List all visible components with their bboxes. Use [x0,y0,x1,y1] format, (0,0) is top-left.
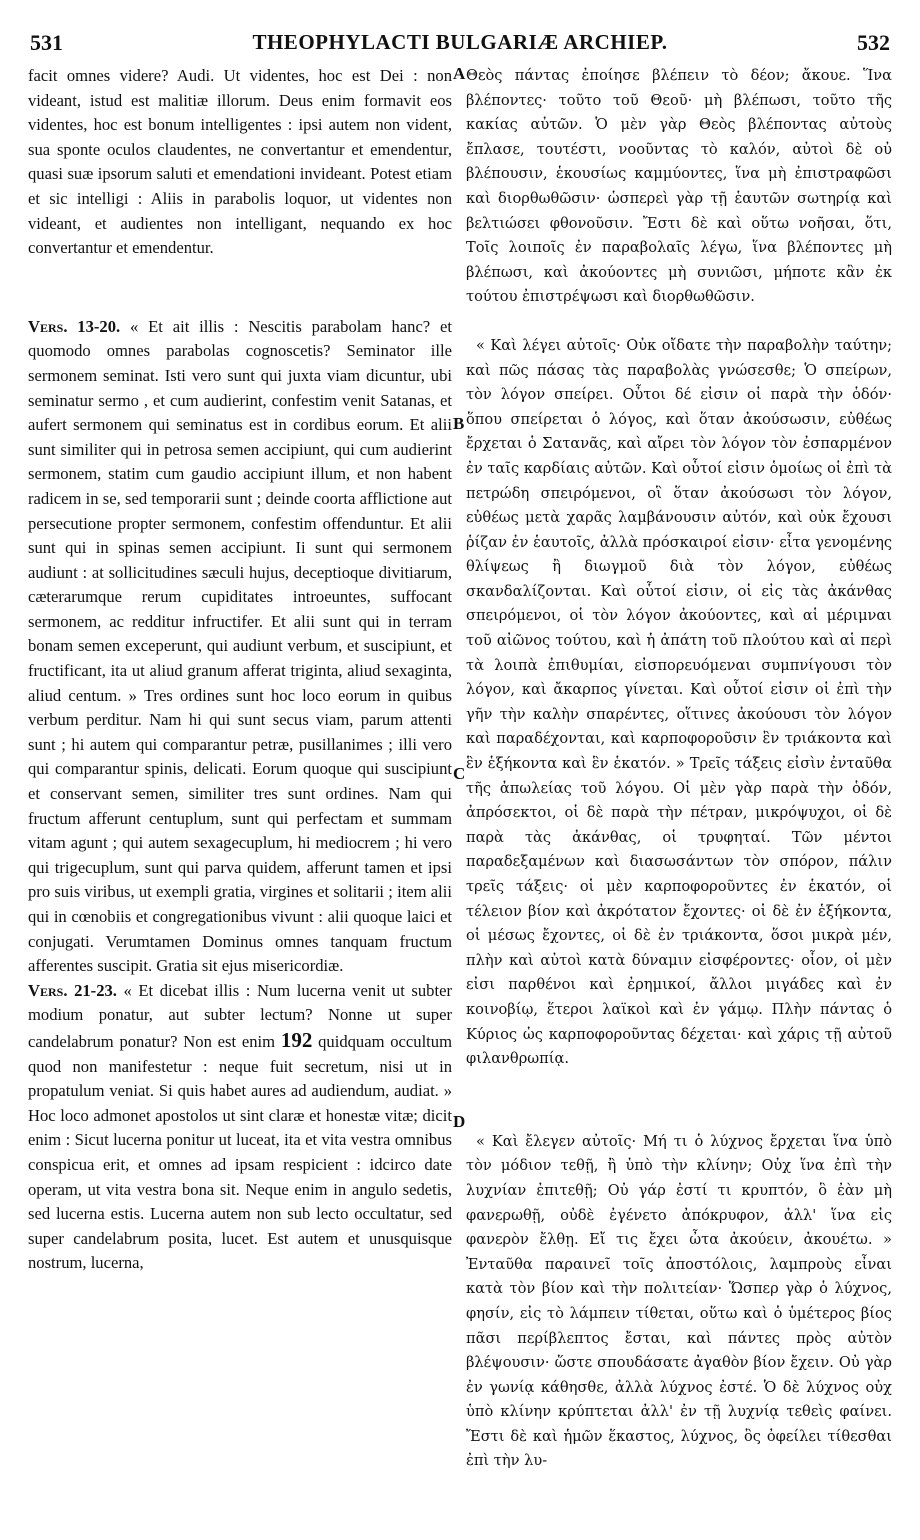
latin-paragraph-1: facit omnes videre? Audi. Ut videntes, hoc est Dei : non videant, istud est malitiæ illorum. Deus enim formavit eos videntes, hoc est bonum intelligentes : ipsi autem non vident, sua sponte oculos claudentes, ne convertantur et emendentur, quasi suæ ipsorum saluti et emendationi invideant. Potest etiam et sic intelligi : Aliis in parabolis loquor, ut videntes non videant, et audientes non intelligant, nequando ex hoc convertantur et emendentur. [28,66,452,258]
latin-column [28,64,452,1276]
verse-text: quidquam occultum quod non manifestetur : neque fuit secretum, nisi ut in propatulum veniat. Si quis habet aures ad audiendum, audiat. » Hoc loco admonet apostolos ut sint claræ et honestæ vitæ; dicit enim : Sicut lucerna ponitur ut luceat, ita et vita vestra omnibus conspicua erit, et omnes ad ipsam respicient : idcirco date operam, ut vita vestra bona sit. Neque enim in angulo sedetis, sed lucerna estis. Lucerna autem non sub lecto occultatur, sed super candelabrum posita, lucet. Est autem et unusquisque nostrum, lucerna, [28,1031,453,1273]
greek-paragraph-1: Θεὸς πάντας ἐποίησε βλέπειν τὸ δέον; ἄκουε. Ἵνα βλέποντες· τοῦτο τοῦ Θεοῦ· μὴ βλέπωσι, τοῦτο τῆς κακίας αὐτῶν. Ὁ μὲν γὰρ Θεὸς βλέποντας αὐτοὺς ἔπλασε, τουτέστι, νοοῦντας τὸ καλόν, αὐτοὶ δὲ οὐ βλέπουσιν, ἑκουσίως καμμύοντες, ἵνα μὴ ἐπιστραφῶσι καὶ διορθωθῶσιν· ὡσπερεὶ γὰρ τῇ ἑαυτῶν σωτηρίᾳ καὶ βελτιώσει φθονοῦσιν. Ἔστι δὲ καὶ οὕτω νοῆσαι, ὅτι, Τοῖς λοιποῖς ἐν παραβολαῖς λέγω, ἵνα βλέποντες μὴ βλέπωσι, καὶ ἀκούοντες μὴ συνιῶσι, μήποτε κἂν ἐκ τούτου ἐπιστρέψωσι καὶ διορθωθῶσιν. [466,67,892,306]
latin-vers-13-20 [28,315,452,979]
page-number-right: 532 [857,30,890,55]
margin-marker-d: D [453,1112,466,1131]
latin-vers-21-23 [28,979,452,1276]
greek-paragraph-2: « Καὶ λέγει αὐτοῖς· Οὐκ οἴδατε τὴν παραβολὴν ταύτην; καὶ πῶς πάσας τὰς παραβολὰς γνώσεσθε; Ὁ σπείρων, τὸν λόγον σπείρει. Οὗτοι δέ εἰσιν οἱ παρὰ τὴν ὁδόν· ὅπου σπείρεται ὁ λόγος, καὶ ὅταν ἀκούσωσιν, εὐθέως ἔρχεται ὁ Σατανᾶς, καὶ αἴρει τὸν λόγον τὸν ἐσπαρμένον ἐν ταῖς καρδίαις αὐτῶν. Καὶ οὗτοί εἰσιν ὁμοίως οἱ ἐπὶ τὰ πετρώδη σπειρόμενοι, οἳ ὅταν ἀκούσωσι τὸν λόγον, εὐθέως μετὰ χαρᾶς λαμβάνουσιν αὐτόν, καὶ οὐκ ἔχουσι ῥίζαν ἐν ἑαυτοῖς, ἀλλὰ πρόσκαιροί εἰσιν· εἶτα γενομένης θλίψεως ἢ διωγμοῦ διὰ τὸν λόγον, εὐθέως σκανδαλίζονται. Καὶ οὗτοί εἰσιν, οἱ εἰς τὰς ἀκάνθας σπειρόμενοι, οἱ τὸν λόγον ἀκούοντες, καὶ αἱ μέριμναι τοῦ αἰῶνος τούτου, καὶ ἡ ἀπάτη τοῦ πλούτου καὶ αἱ περὶ τὰ λοιπὰ ἐπιθυμίαι, εἰσπορευόμεναι συμπνίγουσι τὸν λόγον, καὶ ἄκαρπος γίνεται. Καὶ οὗτοί εἰσιν οἱ ἐπὶ τὴν γῆν τὴν καλὴν σπαρέντες, οἵτινες ἀκούουσι τὸν λόγον καὶ παραδέχονται, καὶ καρποφοροῦσιν ἓν τριάκοντα καὶ ἓν ἑξήκοντα καὶ ἓν ἑκατόν. » Τρεῖς τάξεις εἰσὶν ἐνταῦθα τῆς ἀπωλείας τοῦ λόγου. Οἱ μὲν γὰρ παρὰ τὴν ὁδόν, ἀπρόσεκτοι, οἱ δὲ παρὰ τὴν πέτραν, μικρόψυχοι, οἱ δὲ παρὰ τὰς ἀκάνθας, οἱ τρυφηταί. Τῶν μέντοι παραδεξαμένων καὶ διασωσάντων τὸν σπόρον, πάλιν τρεῖς τάξεις· οἱ μὲν καρποφοροῦντες ἐν ἑκατόν, οἱ τέλειον βίον καὶ ἀκρότατον ἔχοντες· οἱ δὲ ἐν ἑξήκοντα, οἱ μέσως ἔχοντες, οἱ δὲ ἐν τριάκοντα, ὅσοι μικρὰ μέν, πλὴν καὶ αὐτοὶ κατὰ δύναμιν εἰσφέροντες· οἷον, οἱ μὲν εἰσι παρθένοι καὶ ἐρημικοί, ἄλλοι μιγάδες καὶ ἐν κοινοβίῳ, ἕτεροι λαϊκοὶ καὶ ἐν γάμῳ. Πλὴν πάντας ὁ Κύριος ὡς καρποφοροῦντας δέχεται· καὶ χάρις τῇ αὐτοῦ φιλανθρωπίᾳ. [466,336,892,1068]
verse-label: Vers. 21-23. [28,980,117,1000]
page-header [30,30,890,62]
verse-text: « Et ait illis : Nescitis parabolam hanc? et quomodo omnes parabolas cognoscetis? Seminator ille sermonem seminat. Isti vero sunt qui juxta viam dicuntur, ubi seminatur sermo , et cum audierint, confestim venit Satanas, et aufert sermonem qui seminatus est in cordibus eorum. Et alii sunt similiter qui in petrosa semen accipiunt, qui cum audierint sermonem, statim cum gaudio accipiunt illum, et non habent radicem in se, sed temporarii sunt ; deinde coorta afflictione aut persecutione propter sermonem, confestim offenduntur. Et alii sunt qui in spinas semen accipiunt. Ii sunt qui sermonem audiunt : at sollicitudines sæculi hujus, deceptioque divitiarum, cæterarumque rerum cupiditates introeuntes, suffocant sermonem, ac redditur infructifer. Et alii sunt qui in terram bonam semen exceperunt, qui audiunt verbum, et suscipiunt, et fructificant, ita ut aliud granum afferat triginta, aliud sexaginta, aliud centum. » Tres ordines sunt hoc loco eorum in quibus verbum perditur. Nam hi qui sunt secus viam, parum attenti sunt ; hi autem qui comparantur petræ, pusillanimes ; illi vero qui comparantur spinis, delicati. Eorum quoque qui suscipiunt et conservant semen, similiter tres sunt ordines. Nam qui fructum afferunt centuplum, sunt qui perfectam et summam vitam agunt ; qui autem sexagecuplum, hi mediocrem ; hi vero qui trigecuplum, sunt qui parva quidem, afferunt tamen et ipsi pro suis viribus, ut exempli gratia, virgines et solitarii ; item alii qui in cœnobiis et congregationibus vivunt : alii quoque laici et conjugati. Verumtamen Dominus omnes tanquam fructum afferentes suscipit. Gratia sit ejus misericordiæ. [28,316,452,976]
verse-label: Vers. 13-20. [28,316,121,336]
verse-text: « Et dicebat illis : Num lucerna venit ut subter modium ponatur, aut subter lectum? Nonne ut super candelabrum ponatur? Non est enim [28,980,452,1051]
original-page-number: 192 [280,1027,313,1052]
margin-marker-a: A [453,64,466,83]
margin-marker-b: B [453,414,465,433]
page-number-left: 531 [30,30,63,55]
running-title: THEOPHYLACTI BULGARIÆ ARCHIEP. [252,30,668,54]
greek-column [466,64,892,1474]
margin-marker-c: C [453,764,466,783]
greek-paragraph-3: « Καὶ ἔλεγεν αὐτοῖς· Μή τι ὁ λύχνος ἔρχεται ἵνα ὑπὸ τὸν μόδιον τεθῇ, ἢ ὑπὸ τὴν κλίνην; Οὐχ ἵνα ἐπὶ τὴν λυχνίαν ἐπιτεθῇ; Οὐ γάρ ἐστί τι κρυπτόν, ὃ ἐὰν μὴ φανερωθῇ, οὐδὲ ἐγένετο ἀπόκρυφον, ἀλλ' ἵνα εἰς φανερὸν ἔλθῃ. Εἴ τις ἔχει ὦτα ἀκούειν, ἀκουέτω. » Ἐνταῦθα παραινεῖ τοῖς ἀποστόλοις, λαμπροὺς εἶναι κατὰ τὸν βίον καὶ τὴν πολιτείαν· Ὥσπερ γὰρ ὁ λύχνος, φησίν, εἰς τὸ λάμπειν τίθεται, οὕτω καὶ ὁ ὑμέτερος βίος πᾶσι περίβλεπτος ἔσται, καὶ πάντες πρὸς αὐτὸν βλέψουσιν· ὥστε σπουδάσατε ἀγαθὸν βίον ἔχειν. Οὐ γὰρ ἐν γωνίᾳ κάθησθε, ἀλλὰ λύχνος ἐστέ. Ὁ δὲ λύχνος οὐχ ὑπὸ κλίνην κρύπτεται ἀλλ' ἐν τῇ λυχνίᾳ τεθεὶς φαίνει. Ἔστι δὲ καὶ ἡμῶν ἕκαστος, λύχνος, ὃς ὀφείλει τίθεσθαι ἐπὶ τὴν λυ- [466,1132,892,1470]
